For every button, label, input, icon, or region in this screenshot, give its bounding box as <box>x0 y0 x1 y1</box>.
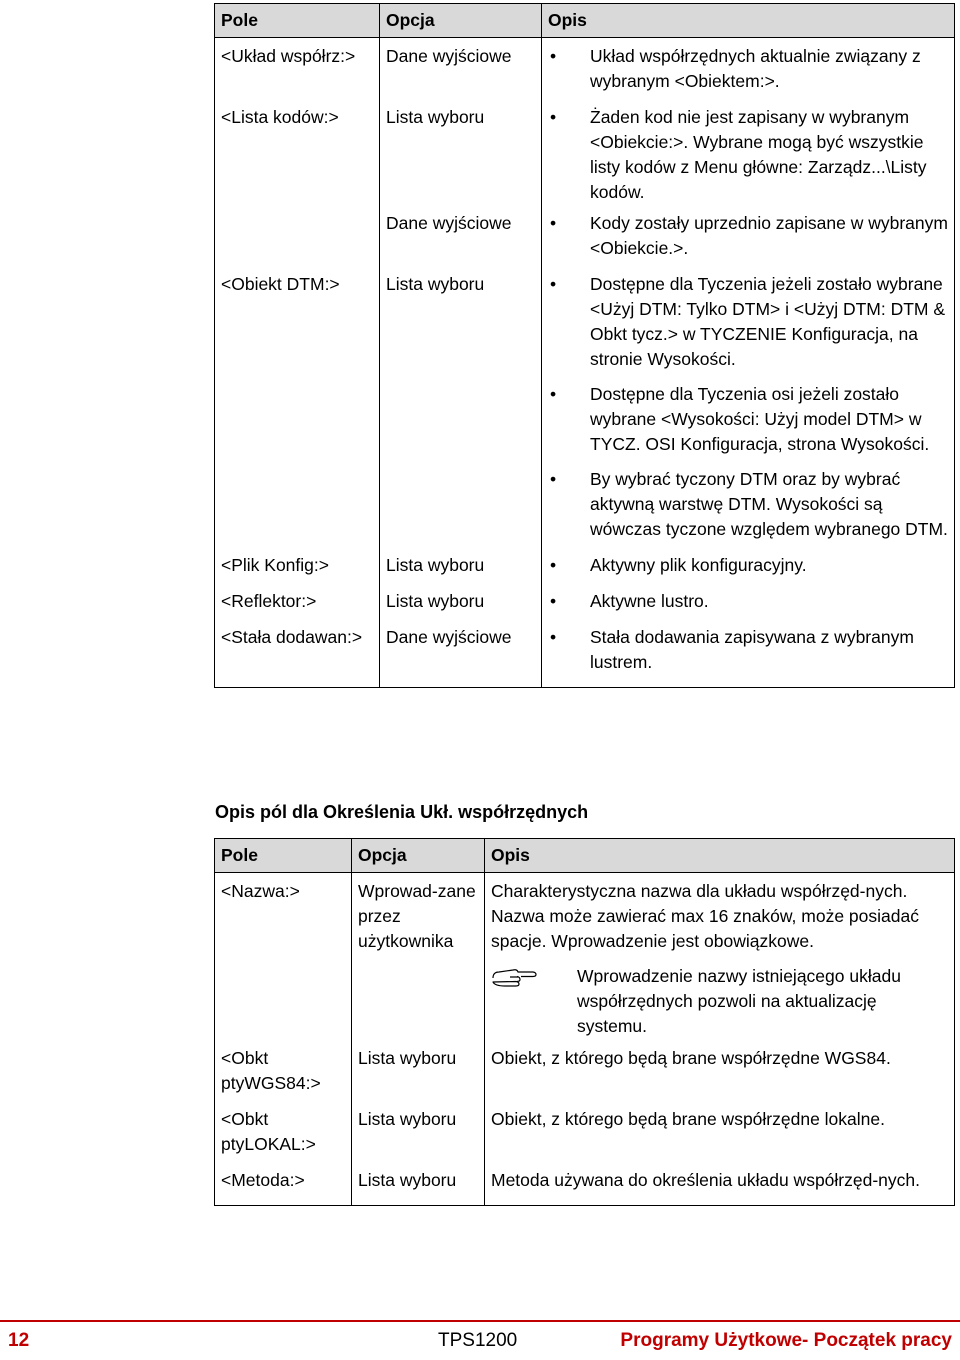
bullet-icon: • <box>550 213 557 233</box>
fields-table-1 <box>214 3 955 688</box>
note <box>491 964 948 1039</box>
bullet-item <box>548 625 948 675</box>
footer-rule <box>0 1320 960 1322</box>
bullet-item <box>548 553 948 578</box>
field-description: By wybrać tyczony DTM oraz by wybrać aktywną warstwę DTM. Wysokości są wówczas tyczone względem wybranego DTM. <box>590 469 948 539</box>
table-header-row <box>215 4 955 38</box>
field-description: Żaden kod nie jest zapisany w wybranym <Obiekcie:>. Wybrane mogą być wszystkie listy kodów z Menu główne: Zarządz...\Listy kodów. <box>590 107 927 202</box>
table-row <box>215 1044 955 1101</box>
bullet-item <box>548 211 948 261</box>
field-option: Lista wyboru <box>358 1048 457 1068</box>
table-header-row <box>215 839 955 873</box>
table-row <box>215 619 955 688</box>
table-row <box>215 873 955 1045</box>
bullet-item <box>548 467 948 542</box>
product-name: TPS1200 <box>438 1330 518 1351</box>
bullet-item <box>548 105 948 205</box>
field-option: Dane wyjściowe <box>386 213 512 233</box>
field-option: Lista wyboru <box>358 1109 457 1129</box>
field-name: <Obkt ptyWGS84:> <box>221 1048 321 1093</box>
table-row <box>215 38 955 100</box>
page-number: 12 <box>8 1330 30 1351</box>
field-description: Obiekt, z którego będą brane współrzędne WGS84. <box>491 1048 891 1068</box>
bullet-icon: • <box>550 627 557 647</box>
pointing-hand-icon <box>491 964 577 1039</box>
field-description: Charakterystyczna nazwa dla układu współrzęd-nych. Nazwa może zawierać max 16 znaków, może posiadać spacje. Wprowadzenie jest obowiązkowe. <box>491 881 919 951</box>
bullet-item <box>548 272 948 372</box>
field-description: Obiekt, z którego będą brane współrzędne lokalne. <box>491 1109 885 1129</box>
field-description: Aktywny plik konfiguracyjny. <box>590 555 807 575</box>
header-opis: Opis <box>485 839 955 873</box>
table-row <box>215 205 955 266</box>
field-option: Lista wyboru <box>358 1170 457 1190</box>
field-name: <Metoda:> <box>221 1170 305 1190</box>
field-description: Kody zostały uprzednio zapisane w wybranym <Obiekcie.>. <box>590 213 948 258</box>
field-option: Lista wyboru <box>386 591 485 611</box>
field-description: Układ współrzędnych aktualnie związany z wybranym <Obiektem:>. <box>590 46 921 91</box>
field-option: Lista wyboru <box>386 107 485 127</box>
field-option: Lista wyboru <box>386 274 485 294</box>
bullet-icon: • <box>550 591 557 611</box>
field-description: Metoda używana do określenia układu współrzęd-nych. <box>491 1170 920 1190</box>
field-name: <Lista kodów:> <box>221 107 339 127</box>
field-option: Wprowad-zane przez użytkownika <box>358 881 476 951</box>
section-heading: Opis pól dla Określenia Ukł. współrzędnych <box>215 802 589 822</box>
table-row <box>215 547 955 583</box>
field-name: <Obkt ptyLOKAL:> <box>221 1109 316 1154</box>
table-row <box>215 266 955 547</box>
header-pole: Pole <box>215 839 352 873</box>
bullet-item <box>548 44 948 94</box>
note-text: Wprowadzenie nazwy istniejącego układu współrzędnych pozwoli na aktualizację systemu. <box>577 966 901 1036</box>
field-description: Dostępne dla Tyczenia jeżeli zostało wybrane <Użyj DTM: Tylko DTM> i <Użyj DTM: DTM & Obkt tycz.> w TYCZENIE Konfiguracja, na stronie Wysokości. <box>590 274 946 369</box>
table-row <box>215 1162 955 1206</box>
table-row <box>215 1101 955 1162</box>
header-pole: Pole <box>215 4 380 38</box>
field-option: Dane wyjściowe <box>386 46 512 66</box>
bullet-item <box>548 589 948 614</box>
chapter-title: Programy Użytkowe- Początek pracy <box>620 1330 952 1351</box>
field-name: <Układ współrz:> <box>221 46 356 66</box>
bullet-icon: • <box>550 107 557 127</box>
field-name: <Reflektor:> <box>221 591 317 611</box>
table-row <box>215 99 955 205</box>
field-option: Dane wyjściowe <box>386 627 512 647</box>
field-description: Stała dodawania zapisywana z wybranym lustrem. <box>590 627 914 672</box>
bullet-item <box>548 382 948 457</box>
bullet-icon: • <box>550 384 557 404</box>
bullet-icon: • <box>550 46 557 66</box>
bullet-icon: • <box>550 469 557 489</box>
header-opis: Opis <box>542 4 955 38</box>
field-name: <Plik Konfig:> <box>221 555 329 575</box>
field-description: Dostępne dla Tyczenia osi jeżeli zostało wybrane <Wysokości: Użyj model DTM> w TYCZ. OSI Konfiguracja, strona Wysokości. <box>590 384 930 454</box>
fields-table-2 <box>214 838 955 1206</box>
field-name: <Stała dodawan:> <box>221 627 363 647</box>
table-row <box>215 583 955 619</box>
bullet-icon: • <box>550 555 557 575</box>
header-opcja: Opcja <box>380 4 542 38</box>
field-description: Aktywne lustro. <box>590 591 709 611</box>
header-opcja: Opcja <box>352 839 485 873</box>
bullet-icon: • <box>550 274 557 294</box>
field-name: <Nazwa:> <box>221 881 300 901</box>
field-name: <Obiekt DTM:> <box>221 274 340 294</box>
field-option: Lista wyboru <box>386 555 485 575</box>
